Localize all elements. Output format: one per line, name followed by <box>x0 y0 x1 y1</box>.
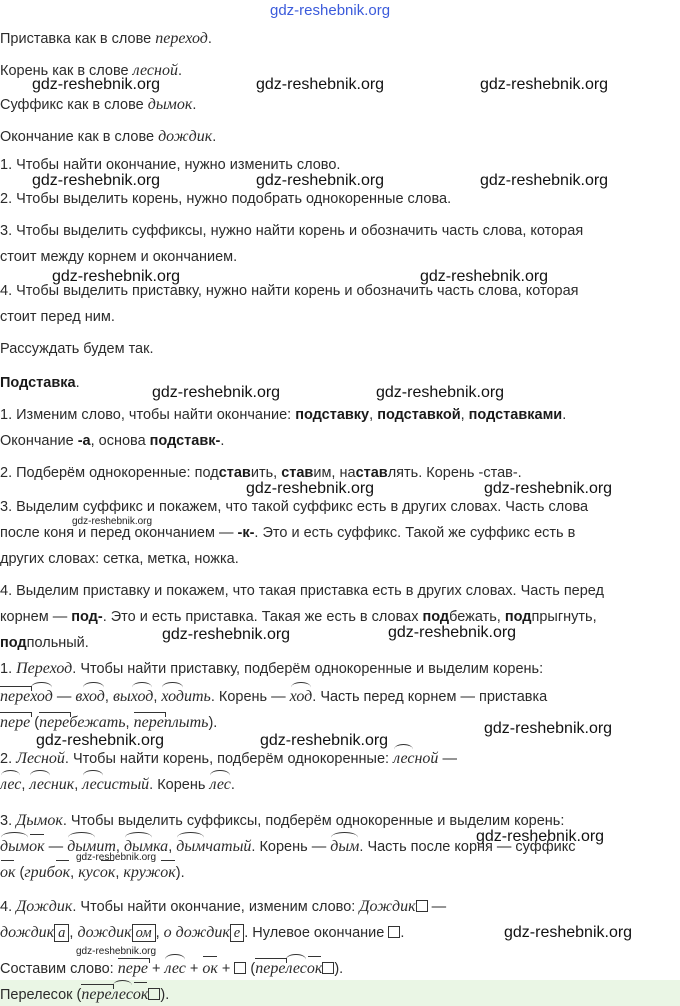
watermark-small: gdz-reshebnik.org <box>76 946 157 957</box>
line-root-example: Корень как в слове лесной. <box>0 62 182 79</box>
example-2-title: 2. Лесной. Чтобы найти корень, подберём однокоренные: лесной — <box>0 750 457 767</box>
watermark: gdz-reshebnik.org <box>484 480 613 497</box>
step-4: 4. Выделим приставку и покажем, что такая приставка есть в других словах. Часть перед <box>0 583 605 599</box>
line-ending-example: Окончание как в слове дождик. <box>0 128 217 145</box>
watermark: gdz-reshebnik.org <box>476 828 605 845</box>
compose-word: Составим слово: пере + лес + ок + (перелесок ). <box>0 960 344 977</box>
watermark: gdz-reshebnik.org <box>32 76 161 93</box>
watermark: gdz-reshebnik.org <box>480 172 609 189</box>
line-suffix-example: Суффикс как в слове дымок. <box>0 96 197 113</box>
watermark: gdz-reshebnik.org <box>32 172 161 189</box>
step-3: 3. Выделим суффикс и покажем, что такой суффикс есть в других словах. Часть слова <box>0 499 589 515</box>
example-1-roots: переход — вход, выход, ходить. Корень — ход. Часть перед корнем — приставка <box>0 688 548 705</box>
rule-1: 1. Чтобы найти окончание, нужно изменить слово. <box>0 157 341 173</box>
step-1: 1. Изменим слово, чтобы найти окончание: подставку, подставкой, подставками. <box>0 407 567 423</box>
watermark: gdz-reshebnik.org <box>152 384 281 401</box>
watermark: gdz-reshebnik.org <box>36 732 165 749</box>
step-1-result: Окончание -а, основа подставк-. <box>0 433 225 449</box>
step-4-cont2: подпольный. <box>0 635 89 651</box>
example-1-title: 1. Переход. Чтобы найти приставку, подберём однокоренные и выделим корень: <box>0 660 544 677</box>
watermark: gdz-reshebnik.org <box>260 732 389 749</box>
rule-4-cont: стоит перед ним. <box>0 309 115 325</box>
example-3-title: 3. Дымок. Чтобы выделить суффиксы, подберём однокоренные и выделим корень: <box>0 812 565 829</box>
watermark: gdz-reshebnik.org <box>162 626 291 643</box>
step-4-cont: корнем — под-. Это и есть приставка. Такая же есть в словах подбежать, подпрыгнуть, <box>0 609 597 625</box>
null-ending-box <box>148 988 160 1000</box>
reasoning-intro: Рассуждать будем так. <box>0 341 154 357</box>
example-3-suffix: ок (грибок, кусок, кружок). <box>0 864 185 881</box>
null-ending-box <box>416 900 428 912</box>
answer-line: Перелесок (перелесок ). <box>0 986 170 1003</box>
rule-3-cont: стоит между корнем и окончанием. <box>0 249 238 265</box>
null-ending-box <box>388 926 400 938</box>
section-title: Подставка. <box>0 375 80 391</box>
null-ending-box <box>322 962 334 974</box>
rule-4: 4. Чтобы выделить приставку, нужно найти корень и обозначить часть слова, которая <box>0 283 579 299</box>
watermark: gdz-reshebnik.org <box>484 720 613 737</box>
step-2: 2. Подберём однокоренные: подставить, ставим, наставлять. Корень -став-. <box>0 465 522 481</box>
watermark: gdz-reshebnik.org <box>246 480 375 497</box>
watermark: gdz-reshebnik.org <box>504 924 633 941</box>
watermark: gdz-reshebnik.org <box>420 268 549 285</box>
example-4-forms: дождик а , дождик ом , о дождик е . Нулевое окончание . <box>0 924 405 941</box>
watermark: gdz-reshebnik.org <box>52 268 181 285</box>
example-1-prefix: пере (перебежать, переплыть). <box>0 714 218 731</box>
null-ending-box <box>234 962 246 974</box>
step-3-cont: после коня и перед окончанием — -к-. Это и есть суффикс. Такой же суффикс есть в <box>0 525 576 541</box>
example-3-roots: дымок — дымит, дымка, дымчатый. Корень — дым. Часть после корня — суффикс <box>0 838 576 855</box>
watermark-small: gdz-reshebnik.org <box>76 852 157 863</box>
rule-2: 2. Чтобы выделить корень, нужно подобрать однокоренные слова. <box>0 191 452 207</box>
watermark-top[interactable]: gdz-reshebnik.org <box>270 2 391 19</box>
example-4-title: 4. Дождик. Чтобы найти окончание, изменим слово: Дождик — <box>0 898 447 915</box>
watermark-small: gdz-reshebnik.org <box>72 516 153 527</box>
watermark: gdz-reshebnik.org <box>388 624 517 641</box>
watermark: gdz-reshebnik.org <box>256 76 385 93</box>
watermark: gdz-reshebnik.org <box>256 172 385 189</box>
rule-3: 3. Чтобы выделить суффиксы, нужно найти корень и обозначить часть слова, которая <box>0 223 584 239</box>
line-prefix-example: Приставка как в слове переход. <box>0 30 212 47</box>
watermark: gdz-reshebnik.org <box>376 384 505 401</box>
watermark: gdz-reshebnik.org <box>480 76 609 93</box>
step-3-cont2: других словах: сетка, метка, ножка. <box>0 551 239 567</box>
example-2-roots: лес, лесник, лесистый. Корень лес. <box>0 776 235 793</box>
